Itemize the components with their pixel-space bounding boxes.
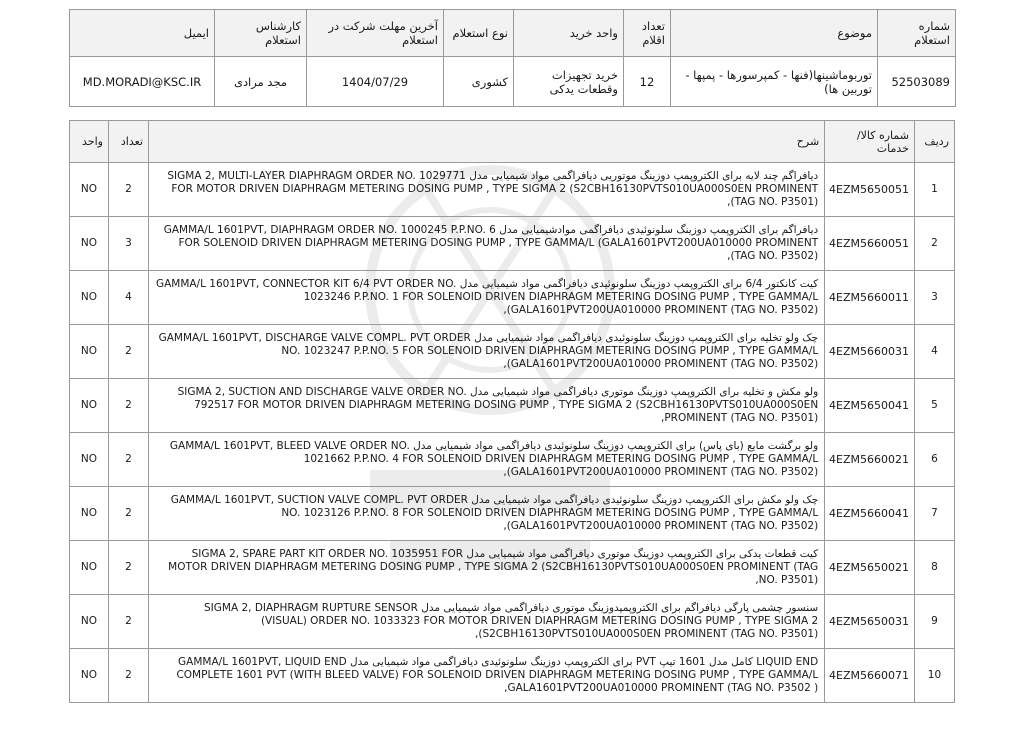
item-qty: 2 [108, 595, 148, 649]
col-unit: واحد [70, 121, 109, 163]
item-row-number: 5 [914, 379, 954, 433]
inquiry-purchase-unit: خرید تجهیزات وقطعات یدکی [514, 57, 624, 107]
item-unit: NO [70, 487, 109, 541]
item-description: چک ولو مکش برای الکتروپمپ دوزینگ سلونوئیدی دیافراگمی مواد شیمیایی مدل GAMMA/L 1601PVT, SUCTION VALVE COMPL. PVT ORDER NO. 1023126 P.P.NO. 8 FOR SOLENOID DRIVEN DIAPHRAGM METERING DOSING PUMP , TYPE GAMMA/L (GALA1601PVT200UA010000 PROMINENT (TAG NO. P3502), [149, 487, 825, 541]
table-row [70, 487, 955, 541]
item-description: ولو برگشت مایع (بای پاس) برای الکتروپمپ دوزینگ سلونوئیدی دیافراگمی مواد شیمیایی مدل GAMMA/L 1601PVT, BLEED VALVE ORDER NO. 1021662 P.P.NO. 4 FOR SOLENOID DRIVEN DIAPHRAGM METERING DOSING PUMP , TYPE GAMMA/L (GALA1601PVT200UA010000 PROMINENT (TAG NO. P3502), [149, 433, 825, 487]
col-item-count: تعداد اقلام [624, 10, 671, 57]
item-unit: NO [70, 649, 109, 703]
inquiry-header-table [69, 9, 956, 107]
table-row [70, 325, 955, 379]
item-code: 4EZM5660041 [825, 487, 915, 541]
item-description: دیافراگم برای الکتروپمپ دوزینگ سلونوئیدی دیافراگمی موادشیمیایی مدل GAMMA/L 1601PVT, DIAPHRAGM ORDER NO. 1000245 P.P.NO. 6 FOR SOLENOID DRIVEN DIAPHRAGM METERING DOSING PUMP , TYPE GAMMA/L (GALA1601PVT200UA010000 PROMINENT (TAG NO. P3502), [149, 217, 825, 271]
col-expert: کارشناس استعلام [215, 10, 307, 57]
item-qty: 4 [108, 271, 148, 325]
item-description: LIQUID END کامل مدل 1601 تیپ PVT برای الکتروپمپ دوزینگ سلونوئیدی دیافراگمی مواد شیمیایی مدل GAMMA/L 1601PVT, LIQUID END COMPLETE 1601 PVT (WITH BLEED VALVE) FOR SOLENOID DRIVEN DIAPHRAGM METERING DOSING PUMP , TYPE GAMMA/L GALA1601PVT200UA010000 PROMINENT (TAG NO. P3502 ), [149, 649, 825, 703]
item-row-number: 8 [914, 541, 954, 595]
item-unit: NO [70, 163, 109, 217]
inquiry-deadline: 1404/07/29 [307, 57, 444, 107]
col-row: ردیف [914, 121, 954, 163]
items-header-row [70, 121, 955, 163]
item-code: 4EZM5660021 [825, 433, 915, 487]
inquiry-no: 52503089 [878, 57, 956, 107]
item-row-number: 1 [914, 163, 954, 217]
item-unit: NO [70, 217, 109, 271]
item-qty: 2 [108, 433, 148, 487]
item-description: دیافراگم چند لایه برای الکتروپمپ دوزینگ موتوریی دیافراگمی مواد شیمیایی مدل SIGMA 2, MULTI-LAYER DIAPHRAGM ORDER NO. 1029771 FOR MOTOR DRIVEN DIAPHRAGM METERING DOSING PUMP , TYPE SIGMA 2 (S2CBH16130PVTS010UA000S0EN PROMINENT (TAG NO. P3501), [149, 163, 825, 217]
item-row-number: 3 [914, 271, 954, 325]
item-code: 4EZM5660011 [825, 271, 915, 325]
item-qty: 2 [108, 541, 148, 595]
col-deadline: آخرین مهلت شرکت در استعلام [307, 10, 444, 57]
item-unit: NO [70, 379, 109, 433]
col-purchase-unit: واحد خرید [514, 10, 624, 57]
item-code: 4EZM5660031 [825, 325, 915, 379]
item-row-number: 9 [914, 595, 954, 649]
item-row-number: 6 [914, 433, 954, 487]
item-row-number: 2 [914, 217, 954, 271]
items-table [69, 120, 955, 703]
col-description: شرح [149, 121, 825, 163]
table-row [70, 217, 955, 271]
item-qty: 2 [108, 379, 148, 433]
col-email: ایمیل [70, 10, 215, 57]
inquiry-email: MD.MORADI@KSC.IR [70, 57, 215, 107]
header-row [70, 10, 956, 57]
item-qty: 2 [108, 325, 148, 379]
table-row [70, 649, 955, 703]
table-row [70, 595, 955, 649]
col-inquiry-type: نوع استعلام [444, 10, 514, 57]
col-qty: تعداد [108, 121, 148, 163]
item-row-number: 7 [914, 487, 954, 541]
item-row-number: 10 [914, 649, 954, 703]
item-description: کیت قطعات یدکی برای الکتروپمپ دوزینگ موتوری دیافراگمی مواد شیمیایی مدل SIGMA 2, SPARE PART KIT ORDER NO. 1035951 FOR MOTOR DRIVEN DIAPHRAGM METERING DOSING PUMP , TYPE SIGMA 2 (S2CBH16130PVTS010UA000S0EN PROMINENT (TAG NO. P3501), [149, 541, 825, 595]
item-qty: 2 [108, 649, 148, 703]
inquiry-row [70, 57, 956, 107]
item-description: چک ولو تخلیه برای الکتروپمپ دوزینگ سلونوئیدی دیافراگمی مواد شیمیایی مدل GAMMA/L 1601PVT, DISCHARGE VALVE COMPL. PVT ORDER NO. 1023247 P.P.NO. 5 FOR SOLENOID DRIVEN DIAPHRAGM METERING DOSING PUMP , TYPE GAMMA/L (GALA1601PVT200UA010000 PROMINENT (TAG NO. P3502), [149, 325, 825, 379]
item-description: سنسور چشمی پارگی دیافراگم برای الکتروپمپدوزینگ موتوری دیافراگمی مواد شیمیایی مدل SIGMA 2, DIAPHRAGM RUPTURE SENSOR (VISUAL) ORDER NO. 1033323 FOR MOTOR DRIVEN DIAPHRAGM METERING DOSING PUMP , TYPE SIGMA 2 (S2CBH16130PVTS010UA000S0EN PROMINENT (TAG NO. P3501), [149, 595, 825, 649]
item-qty: 2 [108, 163, 148, 217]
item-unit: NO [70, 595, 109, 649]
col-subject: موضوع [671, 10, 878, 57]
item-code: 4EZM5660071 [825, 649, 915, 703]
item-qty: 3 [108, 217, 148, 271]
item-unit: NO [70, 271, 109, 325]
inquiry-subject: توربوماشینها(فنها - کمپرسورها - پمپها - توربین ها) [671, 57, 878, 107]
table-row [70, 379, 955, 433]
table-row [70, 271, 955, 325]
item-description: کیت کانکتور 6/4 برای الکتروپمپ دوزینگ سلونوئیدی دیافراگمی مواد شیمیایی مدل GAMMA/L 1601PVT, CONNECTOR KIT 6/4 PVT ORDER NO. 1023246 P.P.NO. 1 FOR SOLENOID DRIVEN DIAPHRAGM METERING DOSING PUMP , TYPE GAMMA/L (GALA1601PVT200UA010000 PROMINENT (TAG NO. P3502), [149, 271, 825, 325]
item-unit: NO [70, 541, 109, 595]
table-row [70, 163, 955, 217]
item-row-number: 4 [914, 325, 954, 379]
item-code: 4EZM5650021 [825, 541, 915, 595]
item-code: 4EZM5650051 [825, 163, 915, 217]
inquiry-type: کشوری [444, 57, 514, 107]
inquiry-item-count: 12 [624, 57, 671, 107]
item-unit: NO [70, 433, 109, 487]
table-row [70, 433, 955, 487]
item-unit: NO [70, 325, 109, 379]
inquiry-expert: مجد مرادی [215, 57, 307, 107]
item-code: 4EZM5650031 [825, 595, 915, 649]
table-row [70, 541, 955, 595]
item-code: 4EZM5660051 [825, 217, 915, 271]
item-code: 4EZM5650041 [825, 379, 915, 433]
item-qty: 2 [108, 487, 148, 541]
item-description: ولو مکش و تخلیه برای الکتروپمپ دوزینگ موتوری دیافراگمی مواد شیمیایی مدل SIGMA 2, SUCTION AND DISCHARGE VALVE ORDER NO. 792517 FOR MOTOR DRIVEN DIAPHRAGM METERING DOSING PUMP , TYPE SIGMA 2 (S2CBH16130PVTS010UA000S0EN PROMINENT (TAG NO. P3501), [149, 379, 825, 433]
col-inquiry-no: شماره استعلام [878, 10, 956, 57]
col-code: شماره کالا/خدمات [825, 121, 915, 163]
